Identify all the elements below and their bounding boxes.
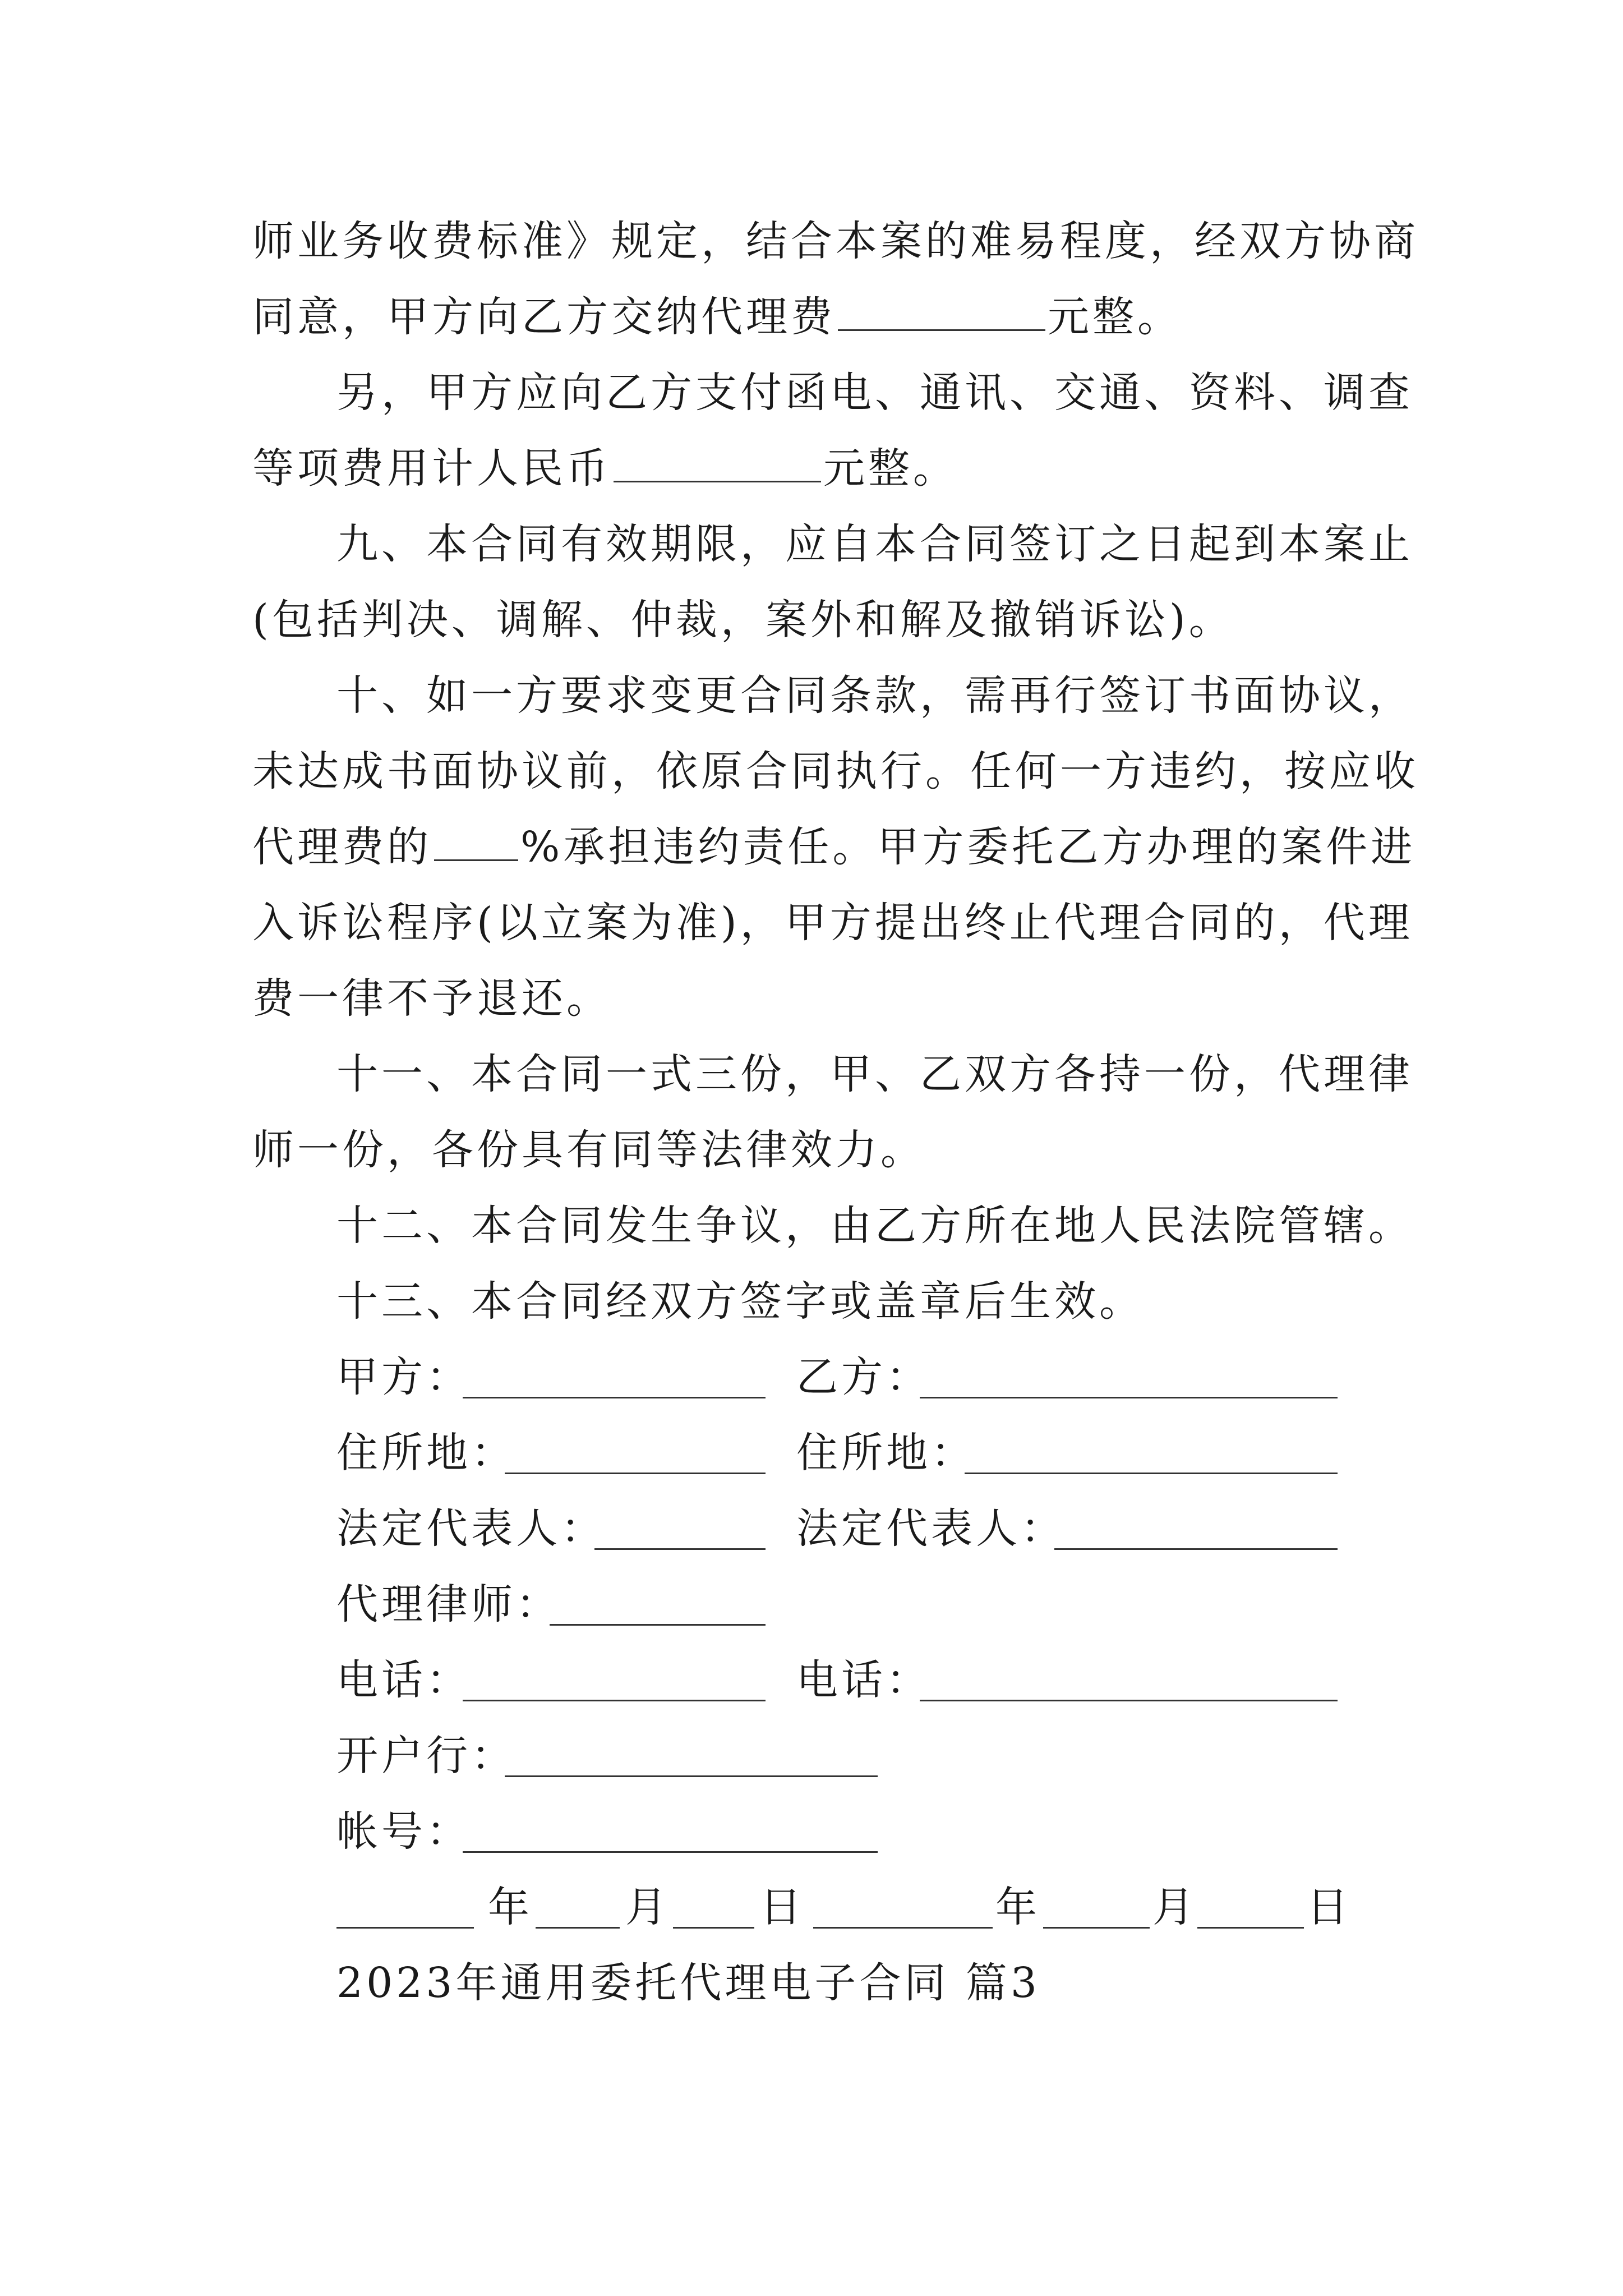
phone-a-blank[interactable] <box>463 1700 766 1701</box>
bank-blank[interactable] <box>505 1775 878 1777</box>
clause-10-line-3 <box>252 819 1415 875</box>
party-b-blank[interactable] <box>920 1397 1338 1398</box>
date-b-month: 月 <box>1152 1883 1197 1931</box>
date-a-year: 年 <box>488 1883 533 1931</box>
date-a-month: 月 <box>625 1883 670 1931</box>
clause-11-line-1: 十一、本合同一式三份，甲、乙双方各持一份，代理律 <box>336 1050 1413 1098</box>
clause-fee-unit: 元整。 <box>1048 293 1182 341</box>
date-a-day-blank[interactable] <box>673 1927 754 1929</box>
party-a-label: 甲方： <box>336 1353 471 1401</box>
clause-10-text-a: 代理费的 <box>252 823 432 871</box>
rep-b-label: 法定代表人： <box>796 1504 1066 1553</box>
rep-a-blank[interactable] <box>594 1548 766 1550</box>
rep-a-label: 法定代表人： <box>336 1504 606 1553</box>
party-b-label: 乙方： <box>796 1353 931 1401</box>
clause-10-line-1: 十、如一方要求变更合同条款，需再行签订书面协议， <box>336 671 1413 720</box>
clause-9-line-2: (包括判决、调解、仲裁，案外和解及撤销诉讼)。 <box>252 596 1234 644</box>
next-contract-title: 2023年通用委托代理电子合同 篇3 <box>336 1959 1040 2007</box>
date-b-day-blank[interactable] <box>1197 1927 1304 1929</box>
phone-b-label: 电话： <box>796 1656 931 1704</box>
clause-expense-line-2 <box>252 440 958 496</box>
date-a-month-blank[interactable] <box>536 1927 620 1929</box>
agency-fee-blank[interactable] <box>838 292 1045 331</box>
date-a-year-blank[interactable] <box>336 1927 474 1929</box>
clause-10-line-5: 费一律不予退还。 <box>252 974 611 1023</box>
phone-a-label: 电话： <box>336 1656 471 1704</box>
clause-12: 十二、本合同发生争议，由乙方所在地人民法院管辖。 <box>336 1202 1413 1250</box>
address-b-blank[interactable] <box>965 1473 1338 1474</box>
account-label: 帐号： <box>336 1807 471 1856</box>
address-b-label: 住所地： <box>796 1429 976 1477</box>
expense-amount-blank[interactable] <box>614 444 821 482</box>
date-b-year-blank[interactable] <box>813 1927 993 1929</box>
clause-fee-line-1: 师业务收费标准》规定，结合本案的难易程度，经双方协商 <box>252 217 1419 265</box>
phone-b-blank[interactable] <box>920 1700 1338 1701</box>
date-b-year: 年 <box>995 1883 1040 1931</box>
clause-expense-line-1: 另，甲方应向乙方支付函电、通讯、交通、资料、调查 <box>336 369 1413 417</box>
date-b-month-blank[interactable] <box>1043 1927 1150 1929</box>
address-a-blank[interactable] <box>505 1473 766 1474</box>
clause-9-line-1: 九、本合同有效期限，应自本合同签订之日起到本案止 <box>336 520 1413 568</box>
lawyer-label: 代理律师： <box>336 1580 561 1628</box>
date-a-day: 日 <box>760 1883 805 1931</box>
clause-13: 十三、本合同经双方签字或盖章后生效。 <box>336 1277 1144 1326</box>
penalty-percent-blank[interactable] <box>434 822 518 861</box>
clause-expense-text: 等项费用计人民币 <box>252 444 611 493</box>
clause-10-text-b: %承担违约责任。甲方委托乙方办理的案件进 <box>520 823 1416 871</box>
party-a-blank[interactable] <box>463 1397 766 1398</box>
clause-11-line-2: 师一份，各份具有同等法律效力。 <box>252 1126 925 1174</box>
date-b-day: 日 <box>1307 1883 1352 1931</box>
clause-expense-unit: 元整。 <box>823 444 958 493</box>
bank-label: 开户行： <box>336 1732 516 1780</box>
address-a-label: 住所地： <box>336 1429 516 1477</box>
clause-10-line-4: 入诉讼程序(以立案为准)，甲方提出终止代理合同的，代理 <box>252 899 1413 947</box>
account-blank[interactable] <box>463 1851 878 1853</box>
rep-b-blank[interactable] <box>1054 1548 1338 1550</box>
lawyer-blank[interactable] <box>550 1624 766 1626</box>
clause-fee-text: 同意，甲方向乙方交纳代理费 <box>252 293 836 341</box>
clause-fee-line-2 <box>252 289 1182 345</box>
clause-10-line-2: 未达成书面协议前，依原合同执行。任何一方违约，按应收 <box>252 747 1419 795</box>
